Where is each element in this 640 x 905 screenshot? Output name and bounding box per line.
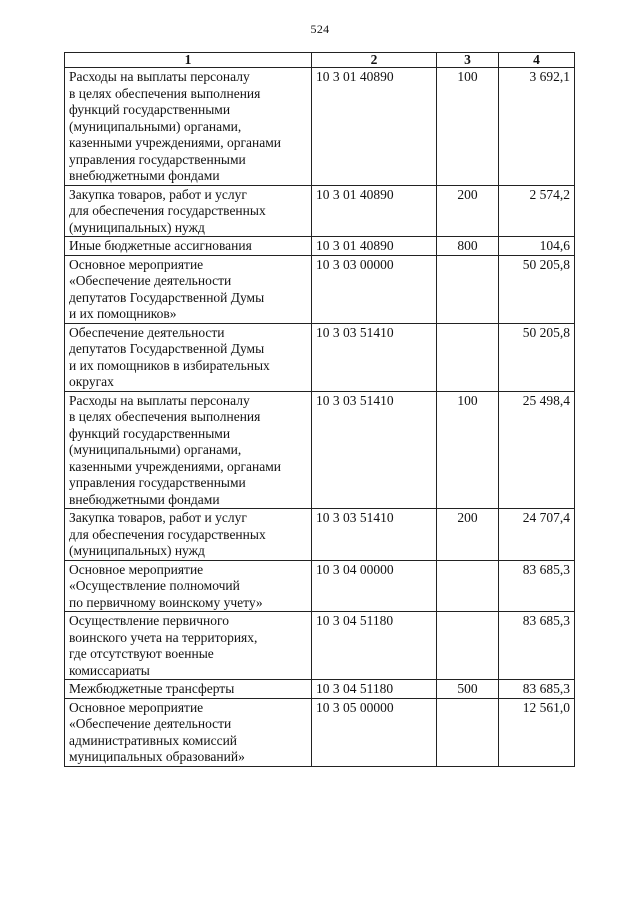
row-amount-cell: 83 685,3 — [499, 612, 575, 680]
row-name-cell: Осуществление первичного воинского учета на территориях, где отсутствуют военные комиссариаты — [65, 612, 312, 680]
table-row — [65, 509, 575, 561]
table-row — [65, 612, 575, 680]
table-row — [65, 237, 575, 256]
row-amount-cell: 25 498,4 — [499, 391, 575, 509]
row-amount-cell: 3 692,1 — [499, 68, 575, 186]
row-name-cell: Расходы на выплаты персоналу в целях обеспечения выполнения функций государственными (муниципальными) органами, казенными учреждениями, органами управления государственными внебюджетными фондами — [65, 68, 312, 186]
header-col-3: 3 — [437, 53, 499, 68]
row-code-cell: 10 3 03 51410 — [312, 323, 437, 391]
row-name-cell: Иные бюджетные ассигнования — [65, 237, 312, 256]
row-amount-cell: 50 205,8 — [499, 255, 575, 323]
table-row — [65, 391, 575, 509]
row-code-cell: 10 3 03 00000 — [312, 255, 437, 323]
table-row — [65, 698, 575, 766]
row-type-cell: 200 — [437, 185, 499, 237]
row-amount-cell: 2 574,2 — [499, 185, 575, 237]
row-code-cell: 10 3 04 51180 — [312, 680, 437, 699]
row-code-cell: 10 3 01 40890 — [312, 185, 437, 237]
row-name-cell: Основное мероприятие «Осуществление полномочий по первичному воинскому учету» — [65, 560, 312, 612]
row-code-cell: 10 3 04 51180 — [312, 612, 437, 680]
row-code-cell: 10 3 03 51410 — [312, 509, 437, 561]
table-row — [65, 185, 575, 237]
row-amount-cell: 12 561,0 — [499, 698, 575, 766]
row-type-cell: 100 — [437, 68, 499, 186]
row-amount-cell: 24 707,4 — [499, 509, 575, 561]
header-col-2: 2 — [312, 53, 437, 68]
row-code-cell: 10 3 04 00000 — [312, 560, 437, 612]
row-code-cell: 10 3 01 40890 — [312, 68, 437, 186]
row-type-cell — [437, 323, 499, 391]
row-name-cell: Расходы на выплаты персоналу в целях обеспечения выполнения функций государственными (муниципальными) органами, казенными учреждениями, органами управления государственными внебюджетными фондами — [65, 391, 312, 509]
row-type-cell: 100 — [437, 391, 499, 509]
row-name-cell: Основное мероприятие «Обеспечение деятельности депутатов Государственной Думы и их помощников» — [65, 255, 312, 323]
row-type-cell: 800 — [437, 237, 499, 256]
row-amount-cell: 50 205,8 — [499, 323, 575, 391]
row-name-cell: Обеспечение деятельности депутатов Государственной Думы и их помощников в избирательных округах — [65, 323, 312, 391]
budget-table — [64, 52, 575, 767]
table-row — [65, 323, 575, 391]
row-type-cell — [437, 698, 499, 766]
row-code-cell: 10 3 03 51410 — [312, 391, 437, 509]
row-code-cell: 10 3 05 00000 — [312, 698, 437, 766]
row-name-cell: Закупка товаров, работ и услуг для обеспечения государственных (муниципальных) нужд — [65, 185, 312, 237]
table-row — [65, 680, 575, 699]
table-header-row — [65, 53, 575, 68]
row-type-cell: 500 — [437, 680, 499, 699]
row-name-cell: Основное мероприятие «Обеспечение деятельности административных комиссий муниципальных образований» — [65, 698, 312, 766]
row-type-cell — [437, 255, 499, 323]
row-amount-cell: 104,6 — [499, 237, 575, 256]
row-type-cell — [437, 560, 499, 612]
table-row — [65, 255, 575, 323]
page-number: 524 — [310, 22, 330, 36]
table-row — [65, 68, 575, 186]
row-code-cell: 10 3 01 40890 — [312, 237, 437, 256]
header-col-4: 4 — [499, 53, 575, 68]
row-amount-cell: 83 685,3 — [499, 560, 575, 612]
row-name-cell: Закупка товаров, работ и услуг для обеспечения государственных (муниципальных) нужд — [65, 509, 312, 561]
table-row — [65, 560, 575, 612]
row-name-cell: Межбюджетные трансферты — [65, 680, 312, 699]
row-amount-cell: 83 685,3 — [499, 680, 575, 699]
row-type-cell — [437, 612, 499, 680]
row-type-cell: 200 — [437, 509, 499, 561]
header-col-1: 1 — [65, 53, 312, 68]
